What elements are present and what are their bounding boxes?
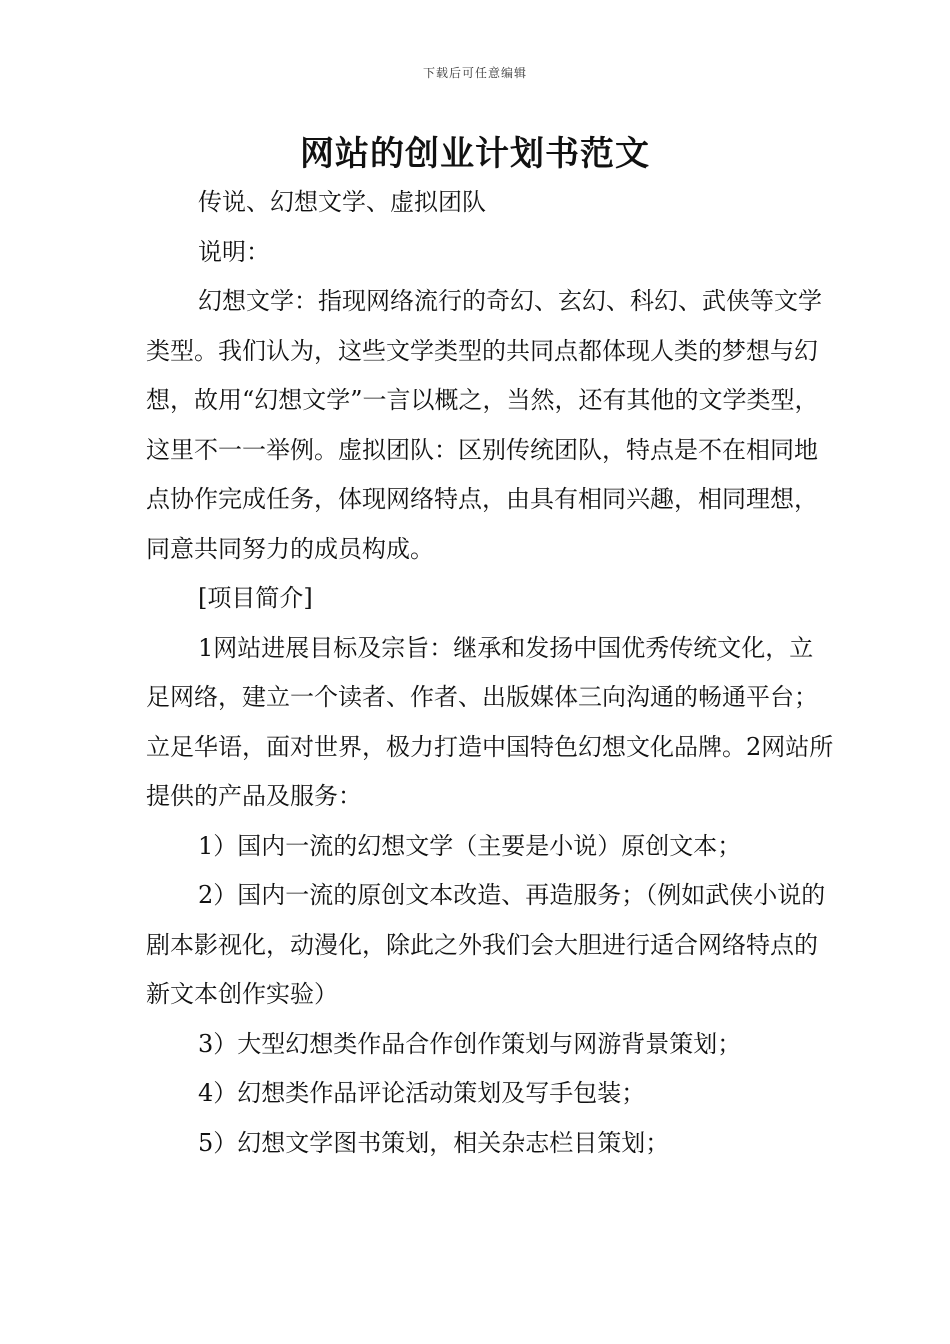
keywords-paragraph: 传说、幻想文学、虚拟团队 <box>198 188 486 216</box>
explanation-heading: 说明： <box>198 237 270 266</box>
document-body <box>146 178 834 1168</box>
service-item-2: 2）国内一流的原创文本改造、再造服务；（例如武侠小说的剧本影视化，动漫化，除此之外我们会大胆进行适合网络特点的新文本创作实验） <box>146 881 826 1008</box>
definition-paragraph: 幻想文学：指现网络流行的奇幻、玄幻、科幻、武侠等文学类型。我们认为，这些文学类型的共同点都体现人类的梦想与幻想，故用“幻想文学”一言以概之，当然，还有其他的文学类型，这里不一一举例。虚拟团队：区别传统团队，特点是不在相同地点协作完成任务，体现网络特点，由具有相同兴趣，相同理想，同意共同努力的成员构成。 <box>146 287 822 563</box>
service-item-5: 5）幻想文学图书策划，相关杂志栏目策划； <box>198 1128 670 1157</box>
service-item-1: 1）国内一流的幻想文学（主要是小说）原创文本； <box>198 831 742 860</box>
header-note: 下载后可任意编辑 <box>422 66 527 80</box>
section-heading-project-intro: [项目简介] <box>198 584 313 612</box>
service-item-4: 4）幻想类作品评论活动策划及写手包装； <box>198 1079 646 1107</box>
service-item-3: 3）大型幻想类作品合作创作策划与网游背景策划； <box>198 1029 742 1058</box>
document-title: 网站的创业计划书范文 <box>300 134 650 174</box>
goals-paragraph: 1网站进展目标及宗旨：继承和发扬中国优秀传统文化，立足网络，建立一个读者、作者、出版媒体三向沟通的畅通平台；立足华语，面对世界，极力打造中国特色幻想文化品牌。2网站所提供的产品及服务： <box>146 633 834 810</box>
